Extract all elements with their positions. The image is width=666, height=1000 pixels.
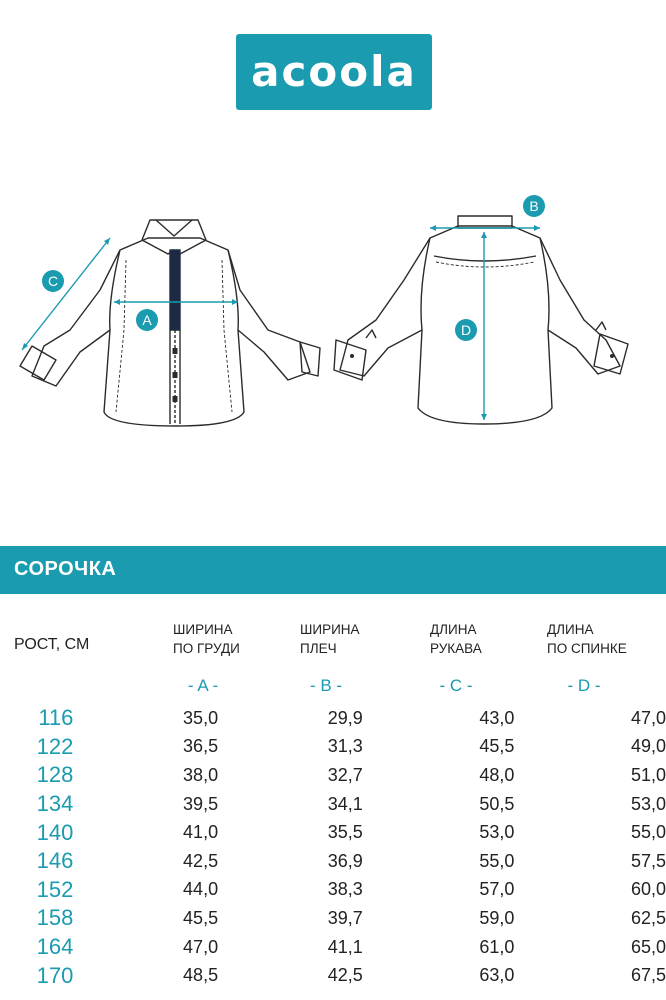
row-header-height: РОСТ, СМ (14, 636, 90, 653)
measurement-cell: 42,5 (183, 850, 219, 871)
measurement-cell: 45,5 (479, 736, 515, 757)
product-banner (0, 546, 666, 594)
marker-b-label: B (529, 198, 539, 214)
measurement-cell: 39,5 (183, 793, 219, 814)
column-letter-c: - C - (439, 676, 473, 695)
size-value: 164 (36, 934, 74, 960)
brand-logo-text: acoola (251, 47, 417, 96)
measurement-cell: 59,0 (479, 907, 515, 928)
measurement-cell: 36,5 (183, 736, 219, 757)
measurement-cell: 32,7 (327, 764, 363, 785)
column-letter-b: - B - (309, 676, 343, 695)
size-value: 122 (36, 733, 74, 759)
marker-d (455, 319, 477, 341)
back-view-drawing (334, 216, 628, 424)
measurement-cell: 50,5 (479, 793, 515, 814)
measurement-markers (42, 195, 545, 341)
product-title: СОРОЧКА (14, 558, 117, 580)
column-letter-a: - A - (187, 676, 219, 695)
table-row (0, 790, 666, 819)
table-row (0, 933, 666, 962)
table-row (0, 961, 666, 990)
measurement-cell: 49,0 (630, 736, 666, 757)
measurement-cell: 41,0 (183, 822, 219, 843)
column-header-shoulders (300, 620, 360, 658)
size-value: 116 (38, 705, 74, 731)
measurement-cell: 53,0 (479, 822, 515, 843)
table-row (0, 761, 666, 790)
size-value: 146 (36, 848, 74, 874)
size-value: 152 (36, 876, 74, 902)
measurement-cell: 39,7 (327, 907, 363, 928)
size-value: 140 (36, 819, 74, 845)
marker-d-label: D (460, 322, 472, 338)
column-header-back-line1: ДЛИНА (547, 622, 594, 637)
marker-a-label: A (142, 312, 152, 328)
measurement-cell: 35,0 (183, 707, 219, 728)
column-header-sleeve-line1: ДЛИНА (430, 622, 477, 637)
size-value: 158 (36, 905, 74, 931)
size-table (0, 704, 666, 990)
measurement-cell: 45,5 (183, 907, 219, 928)
measurement-cell: 31,3 (327, 736, 363, 757)
measurement-cell: 38,0 (183, 764, 219, 785)
column-header-back (547, 620, 627, 658)
column-header-shoulders-line1: ШИРИНА (300, 622, 360, 637)
brand-logo (236, 34, 432, 110)
measurement-cell: 41,1 (327, 936, 363, 957)
measurement-cell: 44,0 (183, 879, 219, 900)
column-header-chest-line1: ШИРИНА (173, 622, 233, 637)
column-header-chest-line2: ПО ГРУДИ (173, 641, 240, 656)
measurement-cell: 48,0 (479, 764, 515, 785)
table-row (0, 904, 666, 933)
measurement-cell: 34,1 (327, 793, 363, 814)
shirt-technical-drawing (0, 180, 666, 440)
column-header-sleeve-line2: РУКАВА (430, 641, 482, 656)
marker-c-label: C (47, 273, 59, 289)
table-row (0, 704, 666, 733)
size-value: 170 (36, 962, 74, 988)
measurement-cell: 47,0 (183, 936, 219, 957)
column-header-sleeve (430, 620, 482, 658)
column-header-chest (173, 620, 240, 658)
marker-c (42, 270, 64, 292)
measurement-cell: 43,0 (479, 707, 515, 728)
table-row (0, 876, 666, 905)
size-value: 134 (36, 791, 74, 817)
table-row (0, 818, 666, 847)
marker-a (136, 309, 158, 331)
measurement-cell: 63,0 (479, 965, 515, 986)
measurement-cell: 65,0 (630, 936, 666, 957)
measurement-cell: 55,0 (479, 850, 515, 871)
table-row (0, 847, 666, 876)
size-value: 128 (36, 762, 74, 788)
measurement-cell: 53,0 (630, 793, 666, 814)
measurement-cell: 55,0 (630, 822, 666, 843)
measurement-cell: 42,5 (327, 965, 363, 986)
measurement-cell: 35,5 (327, 822, 363, 843)
column-header-back-line2: ПО СПИНКЕ (547, 641, 627, 656)
measurement-cell: 48,5 (183, 965, 219, 986)
measurement-cell: 61,0 (479, 936, 515, 957)
measurement-cell: 67,5 (630, 965, 666, 986)
measurement-cell: 57,0 (479, 879, 515, 900)
measurement-cell: 47,0 (630, 707, 666, 728)
measurement-cell: 60,0 (630, 879, 666, 900)
column-letter-d: - D - (567, 676, 601, 695)
front-view-drawing (20, 220, 320, 426)
measurement-cell: 36,9 (327, 850, 363, 871)
table-row (0, 733, 666, 762)
column-header-shoulders-line2: ПЛЕЧ (300, 641, 337, 656)
measurement-cell: 62,5 (630, 907, 666, 928)
measurement-cell: 29,9 (327, 707, 363, 728)
measurement-cell: 51,0 (630, 764, 666, 785)
measurement-cell: 38,3 (327, 879, 363, 900)
marker-b (523, 195, 545, 217)
measurement-cell: 57,5 (630, 850, 666, 871)
